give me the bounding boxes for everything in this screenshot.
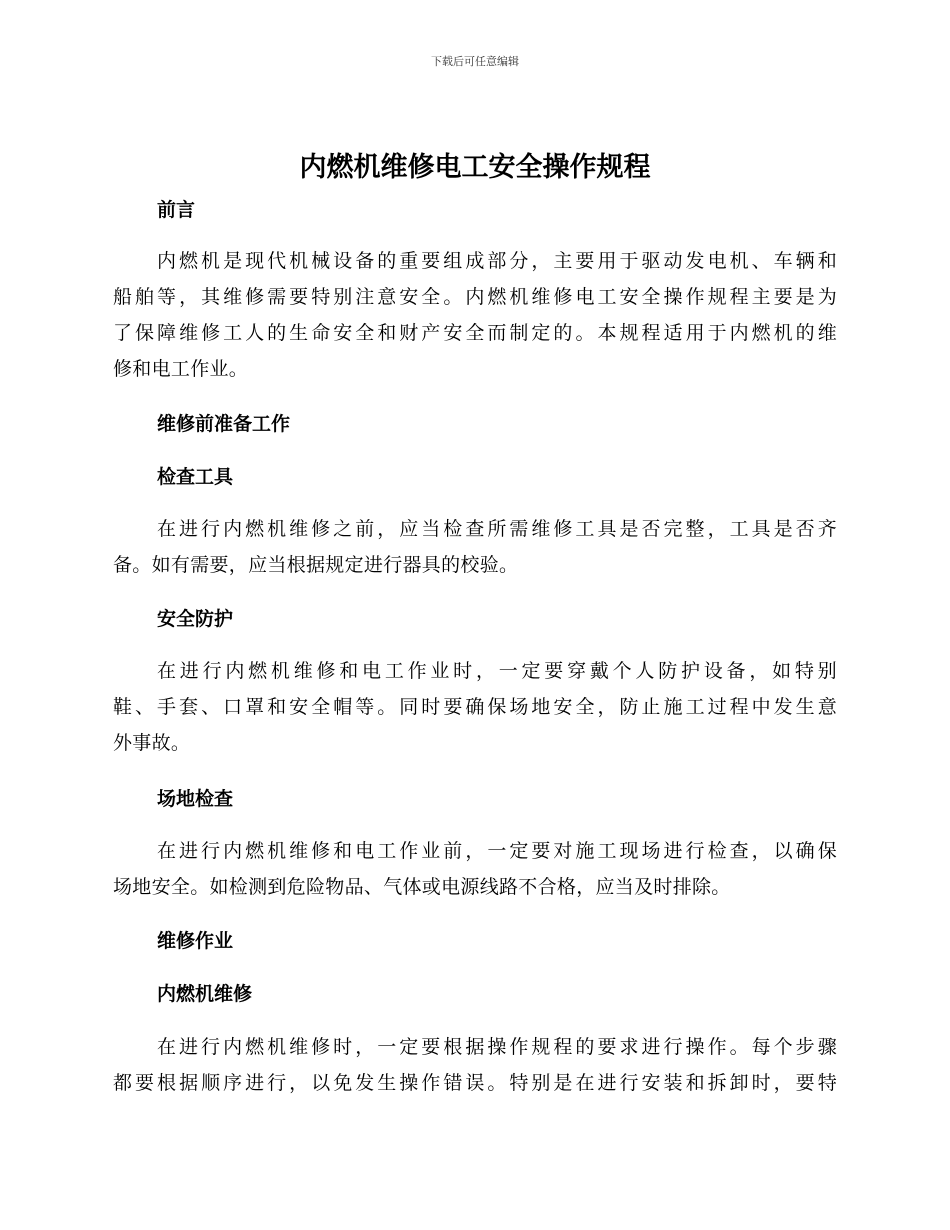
section-heading-maintenance-work: 维修作业 [157,930,234,952]
section-heading-site-inspection: 场地检查 [157,788,234,810]
section-paragraph-site-inspection [113,833,837,905]
paragraph-line: 修和电工作业。 [113,358,249,380]
paragraph-line: 内燃机是现代机械设备的重要组成部分，主要用于驱动发电机、车辆和 [157,250,837,272]
section-paragraph-engine-maintenance [113,1029,837,1101]
paragraph-line: 在进行内燃机维修时，一定要根据操作规程的要求进行操作。每个步骤 [157,1036,837,1058]
document-title: 内燃机维修电工安全操作规程 [299,152,651,183]
paragraph-line: 场地安全。如检测到危险物品、气体或电源线路不合格，应当及时排除。 [113,876,731,898]
paragraph-line: 在进行内燃机维修和电工作业时，一定要穿戴个人防护设备，如特别 [157,660,837,682]
paragraph-line: 备。如有需要，应当根据规定进行器具的校验。 [113,554,519,576]
paragraph-line: 都要根据顺序进行，以免发生操作错误。特别是在进行安装和拆卸时，要特 [113,1072,837,1094]
section-heading-preface: 前言 [157,199,196,221]
section-paragraph-safety-protection [113,653,837,761]
section-heading-engine-maintenance: 内燃机维修 [157,983,253,1005]
section-heading-check-tools: 检查工具 [157,466,234,488]
page-header-note: 下载后可任意编辑 [431,55,519,68]
paragraph-line: 了保障维修工人的生命安全和财产安全而制定的。本规程适用于内燃机的维 [113,322,837,344]
paragraph-line: 鞋、手套、口罩和安全帽等。同时要确保场地安全，防止施工过程中发生意 [113,696,837,718]
paragraph-line: 在进行内燃机维修之前，应当检查所需维修工具是否完整，工具是否齐 [157,518,837,540]
paragraph-line: 外事故。 [113,732,191,754]
paragraph-line: 船舶等，其维修需要特别注意安全。内燃机维修电工安全操作规程主要是为 [113,286,837,308]
section-paragraph-preface [113,243,837,387]
section-heading-preparation: 维修前准备工作 [157,413,291,435]
section-heading-safety-protection: 安全防护 [157,608,234,630]
paragraph-line: 在进行内燃机维修和电工作业前，一定要对施工现场进行检查，以确保 [157,840,837,862]
section-paragraph-check-tools [113,511,837,583]
